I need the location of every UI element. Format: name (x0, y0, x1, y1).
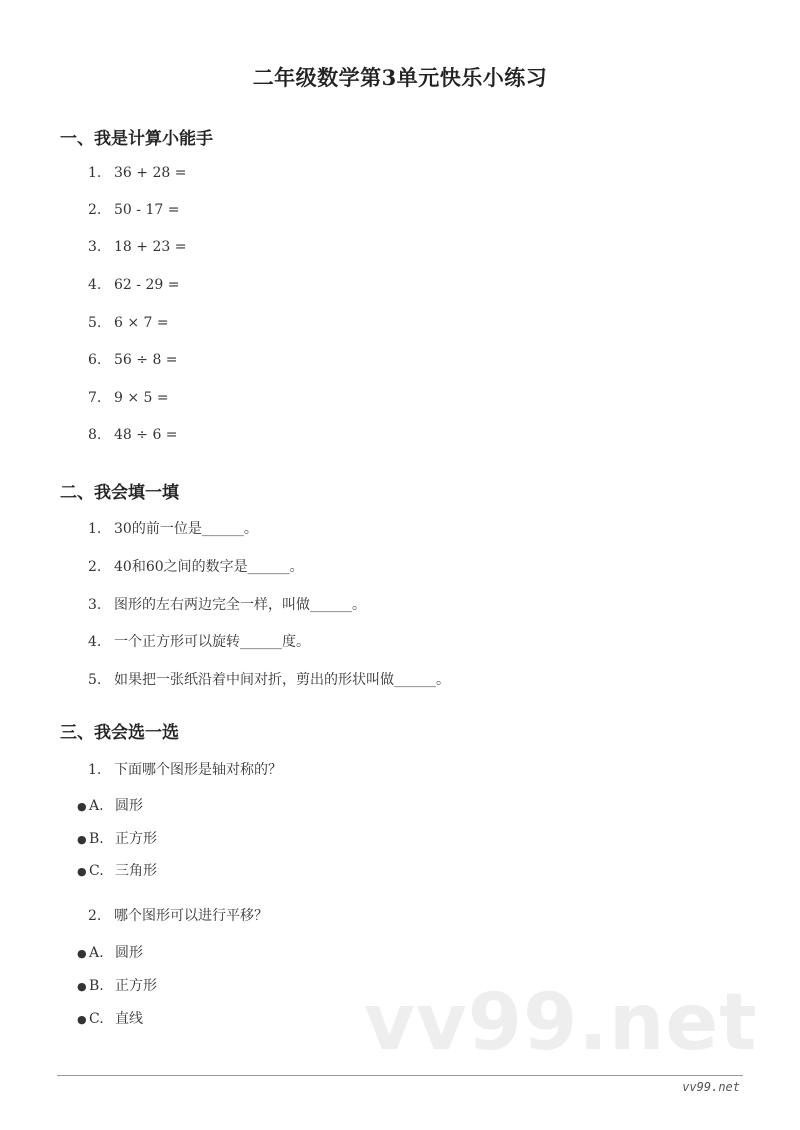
option-letter: B. (89, 831, 104, 847)
item-text: 50 - 17 = (114, 202, 180, 218)
bullet-icon: ● (77, 1013, 87, 1026)
section-heading-fill-in: 二、我会填一填 (60, 483, 179, 503)
footer-text: vv99.net (682, 1080, 740, 1094)
item-text: 一个正方形可以旋转______度。 (114, 634, 310, 650)
footer-divider (57, 1075, 743, 1076)
bullet-icon: ● (77, 833, 87, 846)
item-text: 56 ÷ 8 = (114, 352, 178, 368)
question-text: 下面哪个图形是轴对称的？ (114, 762, 282, 778)
question-number: 2. (88, 908, 102, 924)
item-text: 图形的左右两边完全一样，叫做______。 (114, 597, 366, 613)
item-number: 4. (88, 634, 102, 650)
list-item (88, 427, 178, 443)
item-number: 7. (88, 390, 102, 406)
item-number: 4. (88, 277, 102, 293)
item-number: 3. (88, 239, 102, 255)
option-letter: C. (89, 863, 104, 879)
list-item (88, 631, 310, 651)
option-letter: C. (89, 1011, 104, 1027)
item-number: 5. (88, 672, 102, 688)
bullet-icon: ● (77, 865, 87, 878)
list-item (88, 556, 304, 576)
item-number: 5. (88, 315, 102, 331)
bullet-icon: ● (77, 980, 87, 993)
list-item (88, 239, 186, 255)
option-b (77, 828, 157, 848)
item-text: 如果把一张纸沿着中间对折，剪出的形状叫做______。 (114, 672, 450, 688)
list-item (88, 518, 258, 538)
item-text: 30的前一位是______。 (114, 521, 258, 537)
item-text: 18 + 23 = (114, 239, 187, 255)
option-a (77, 942, 143, 962)
question (88, 759, 282, 779)
option-c (77, 860, 157, 880)
item-number: 1. (88, 521, 102, 537)
bullet-icon: ● (77, 800, 87, 813)
option-letter: B. (89, 978, 104, 994)
item-text: 40和60之间的数字是______。 (114, 559, 304, 575)
question-text: 哪个图形可以进行平移？ (114, 908, 268, 924)
item-number: 2. (88, 559, 102, 575)
item-text: 6 × 7 = (114, 315, 169, 331)
list-item (88, 315, 169, 331)
item-number: 8. (88, 427, 102, 443)
item-text: 48 ÷ 6 = (114, 427, 178, 443)
list-item (88, 594, 366, 614)
item-text: 62 - 29 = (114, 277, 180, 293)
question (88, 905, 268, 925)
option-text: 圆形 (115, 798, 143, 814)
item-number: 1. (88, 165, 102, 181)
list-item (88, 202, 179, 218)
list-item (88, 165, 186, 181)
list-item (88, 352, 178, 368)
option-text: 正方形 (115, 831, 157, 847)
item-text: 36 + 28 = (114, 165, 187, 181)
item-text: 9 × 5 = (114, 390, 169, 406)
section-heading-calculation: 一、我是计算小能手 (60, 129, 213, 149)
list-item (88, 669, 450, 689)
option-b (77, 975, 157, 995)
option-text: 正方形 (115, 978, 157, 994)
bullet-icon: ● (77, 947, 87, 960)
option-text: 直线 (115, 1011, 143, 1027)
item-number: 2. (88, 202, 102, 218)
list-item (88, 390, 169, 406)
option-letter: A. (89, 945, 104, 961)
watermark: vv99.net (364, 978, 758, 1068)
option-text: 圆形 (115, 945, 143, 961)
option-text: 三角形 (115, 863, 157, 879)
section-heading-multiple-choice: 三、我会选一选 (60, 723, 179, 743)
page-title: 二年级数学第3单元快乐小练习 (252, 65, 548, 90)
option-letter: A. (89, 798, 104, 814)
item-number: 6. (88, 352, 102, 368)
list-item (88, 277, 179, 293)
item-number: 3. (88, 597, 102, 613)
option-c (77, 1008, 143, 1028)
question-number: 1. (88, 762, 102, 778)
option-a (77, 795, 143, 815)
